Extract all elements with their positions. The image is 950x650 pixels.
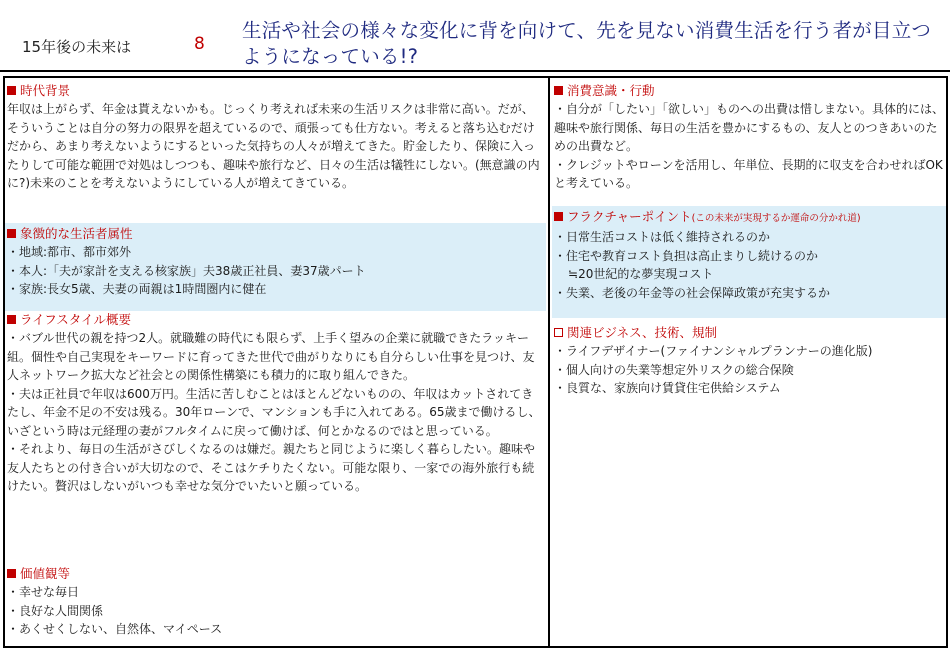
business-heading: 関連ビジネス、技術、規制	[554, 324, 944, 342]
square-bullet-icon	[7, 315, 16, 324]
lifestyle-section	[7, 311, 544, 496]
list-item: ・良好な人間関係	[7, 603, 104, 618]
square-bullet-icon	[7, 229, 16, 238]
consumption-heading: 消費意識・行動	[554, 82, 944, 100]
values-heading: 価値観等	[7, 565, 544, 583]
scenario-title: 生活や社会の様々な変化に背を向けて、先を見ない消費生活を行う者が目立つようになっている!?	[242, 19, 932, 68]
hollow-square-bullet-icon	[554, 328, 563, 337]
list-item: ・それより、毎日の生活がさびしくなるのは嫌だ。親たちと同じように楽しく暮らしたい。趣味や友人たちとの付き合いが大切なので、そこはケチりたくない。可能な限り、一家での海外旅行も続けたい。贅沢はしないがいつも幸せな気分でいたいと願っている。	[7, 442, 536, 493]
fracture-heading: フラクチャーポイント(この未来が実現するか運命の分かれ道)	[554, 208, 946, 228]
background-section	[7, 82, 544, 193]
list-item: ・ライフデザイナー(ファイナンシャルプランナーの進化版)	[554, 344, 873, 358]
list-item: ・本人:「夫が家計を支える核家族」夫38歳正社員、妻37歳パート	[7, 263, 366, 278]
list-item: ・クレジットやローンを活用し、年単位、長期的に収支を合わせればOKと考えている。	[554, 157, 943, 190]
related-business-section	[554, 324, 944, 398]
list-item: ・家族:長女5歳、夫妻の両親は1時間圏内に健在	[7, 282, 267, 296]
consumption-section	[554, 82, 944, 193]
header	[0, 0, 950, 72]
lifestyle-heading: ライフスタイル概要	[7, 311, 544, 329]
column-divider	[548, 78, 550, 646]
square-bullet-icon	[7, 86, 16, 95]
symbolic-heading: 象徴的な生活者属性	[7, 225, 546, 243]
square-bullet-icon	[554, 86, 563, 95]
fracture-point-section	[552, 206, 946, 318]
list-item: ・あくせくしない、自然体、マイペース	[7, 622, 223, 636]
list-item: ・地域:都市、都市郊外	[7, 245, 132, 259]
future-label: 15年後の未来は	[22, 38, 132, 56]
background-text: 年収は上がらず、年金は貰えないかも。じっくり考えれば未来の生活リスクは非常に高い。だが、そういうことは自分の努力の限界を超えているので、頑張っても仕方ない。考えると落ち込むだけだから、あまり考えないようにするといった気持ちの人々が増えてきた。貯金したり、保険に入ったりして可能な範囲で対処はしつつも、趣味や旅行など、日々の生活は犠牲にしない。(無意識の内に?)未来のことを考えないようにしている人が増えてきている。	[7, 102, 540, 190]
list-item: ・住宅や教育コスト負担は高止まりし続けるのか	[554, 248, 819, 263]
square-bullet-icon	[7, 569, 16, 578]
background-heading: 時代背景	[7, 82, 544, 100]
scenario-number: 8	[194, 34, 205, 54]
list-item: ・失業、老後の年金等の社会保障政策が充実するか	[554, 285, 831, 300]
list-item: ・個人向けの失業等想定外リスクの総合保険	[554, 362, 794, 377]
values-section	[7, 565, 544, 639]
list-item: ・自分が「したい」「欲しい」ものへの出費は惜しまない。具体的には、趣味や旅行関係、毎日の生活を豊かにするもの、友人とのつきあいのための出費など。	[554, 102, 945, 153]
square-bullet-icon	[554, 212, 563, 221]
list-item: ・夫は正社員で年収は600万円。生活に苦しむことはほとんどないものの、年収はカットされてきたし、年金不足の不安は残る。30年ローンで、マンションも手に入れてある。65歳まで働けるし、いざという時は元経理の妻がフルタイムに戻って働けば、何とかなるのではと思っている。	[7, 386, 541, 438]
list-item: ・幸せな毎日	[7, 585, 80, 599]
list-item: ・良質な、家族向け賃貸住宅供給システム	[554, 381, 781, 395]
symbolic-attributes-section	[5, 223, 546, 311]
list-item: ・日常生活コストは低く維持されるのか	[554, 230, 771, 244]
list-item: ≒20世紀的な夢実現コスト	[568, 267, 714, 281]
content-frame	[3, 76, 948, 648]
list-item: ・バブル世代の親を持つ2人。就職難の時代にも限らず、上手く望みの企業に就職できたラッキー組。個性や自己実現をキーワードに育ってきた世代で曲がりなりにも自分らしい仕事を見つけ、友人ネットワーク拡大など社会との関係性構築にも積力的に取り組んできた。	[7, 331, 535, 382]
